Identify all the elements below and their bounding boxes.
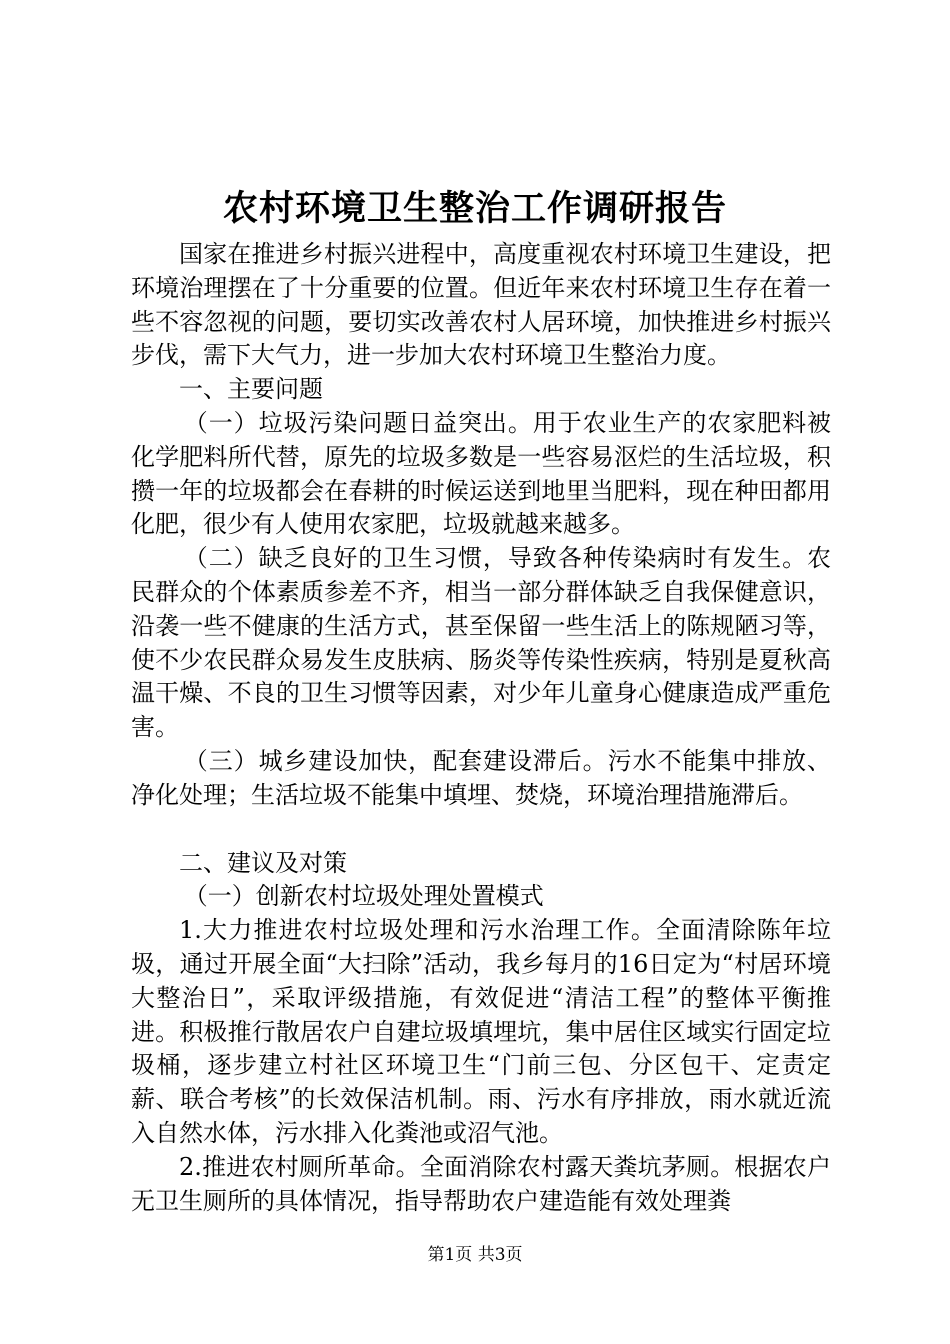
section-heading-1: 一、主要问题 <box>179 375 323 404</box>
measure-paragraph-1: 1.大力推进农村垃圾处理和污水治理工作。全面清除陈年垃圾，通过开展全面“大扫除”活动，我乡每月的16日定为“村居环境大整治日”，采取评级措施，有效促进“清洁工程”的整体平衡推进。积极推行散居农户自建垃圾填埋坑，集中居住区域实行固定垃圾桶，逐步建立村社区环境卫生“门前三包、分区包干、定责定薪、联合考核”的长效保洁机制。雨、污水有序排放，雨水就近流入自然水体，污水排入化粪池或沼气池。 <box>131 916 831 1147</box>
subsection-heading-1: （一）创新农村垃圾处理处置模式 <box>183 882 544 911</box>
paragraph-gap <box>131 813 831 847</box>
document-title: 农村环境卫生整治工作调研报告 <box>222 188 727 229</box>
problem-paragraph-3: （三）城乡建设加快，配套建设滞后。污水不能集中排放、净化处理；生活垃圾不能集中填埋、焚烧，环境治理措施滞后。 <box>131 746 831 809</box>
measure-paragraph-2: 2.推进农村厕所革命。全面消除农村露天粪坑茅厕。根据农户无卫生厕所的具体情况，指导帮助农户建造能有效处理粪 <box>131 1152 831 1215</box>
problem-paragraph-2: （二）缺乏良好的卫生习惯，导致各种传染病时有发生。农民群众的个体素质参差不齐，相当一部分群体缺乏自我保健意识，沿袭一些不健康的生活方式，甚至保留一些生活上的陈规陋习等，使不少农民群众易发生皮肤病、肠炎等传染性疾病，特别是夏秋高温干燥、不良的卫生习惯等因素，对少年儿童身心健康造成严重危害。 <box>131 544 831 742</box>
page-footer: 第1页 共3页 <box>427 1245 523 1265</box>
problem-paragraph-1: （一）垃圾污染问题日益突出。用于农业生产的农家肥料被化学肥料所代替，原先的垃圾多数是一些容易沤烂的生活垃圾，积攒一年的垃圾都会在春耕的时候运送到地里当肥料，现在种田都用化肥，很少有人使用农家肥，垃圾就越来越多。 <box>131 408 831 539</box>
section-heading-2: 二、建议及对策 <box>179 848 347 877</box>
intro-paragraph: 国家在推进乡村振兴进程中，高度重视农村环境卫生建设，把环境治理摆在了十分重要的位置。但近年来农村环境卫生存在着一些不容忽视的问题，要切实改善农村人居环境，加快推进乡村振兴步伐，需下大气力，进一步加大农村环境卫生整治力度。 <box>131 240 831 370</box>
document-body <box>131 238 831 1218</box>
